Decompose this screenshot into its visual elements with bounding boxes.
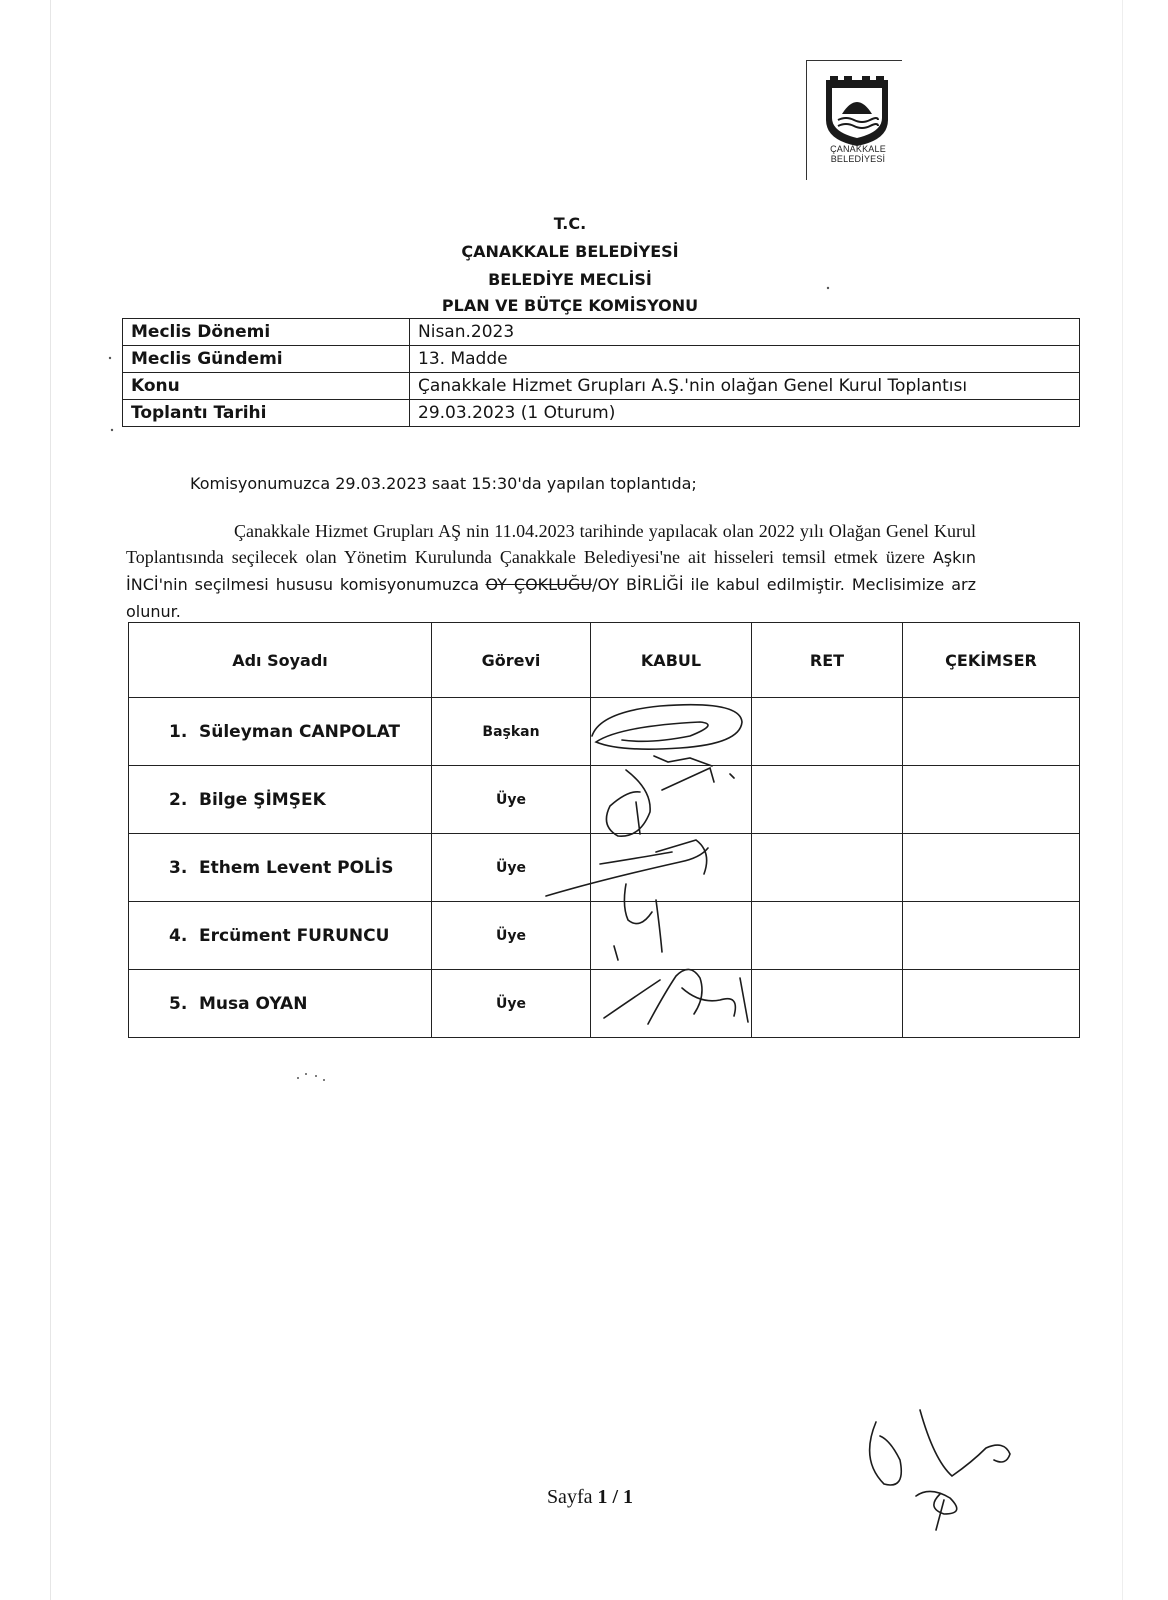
row-number: 5. (169, 993, 188, 1014)
info-label: Meclis Dönemi (123, 319, 410, 346)
info-label: Meclis Gündemi (123, 346, 410, 373)
page-footer (0, 1486, 1168, 1509)
info-value: 29.03.2023 (1 Oturum) (410, 400, 1080, 427)
column-header-name: Adı Soyadı (129, 623, 432, 698)
row-number: 2. (169, 789, 188, 810)
abstain-cell (903, 970, 1080, 1038)
accept-cell (591, 766, 752, 834)
scan-speck (323, 1079, 325, 1081)
info-row (123, 373, 1080, 400)
reject-cell (752, 698, 903, 766)
info-label: Toplantı Tarihi (123, 400, 410, 427)
paraph (870, 1410, 1010, 1530)
member-role: Başkan (432, 698, 591, 766)
paragraph-part: Aşkın İNCİ'nin seçilmesi hususu komisyonumuzca (126, 548, 976, 594)
abstain-cell (903, 902, 1080, 970)
member-name-cell (129, 698, 432, 766)
row-number: 3. (169, 857, 188, 878)
member-role: Üye (432, 970, 591, 1038)
row-number: 4. (169, 925, 188, 946)
info-row (123, 319, 1080, 346)
member-name-cell (129, 834, 432, 902)
intro-text: Komisyonumuzca 29.03.2023 saat 15:30'da yapılan toplantıda; (190, 474, 697, 493)
reject-cell (752, 970, 903, 1038)
members-vote-table (128, 622, 1080, 1038)
column-header-reject: RET (752, 623, 903, 698)
member-name: Süleyman CANPOLAT (199, 721, 401, 742)
logo-text-line: ÇANAKKALE (830, 144, 886, 154)
reject-cell (752, 902, 903, 970)
reject-cell (752, 766, 903, 834)
paragraph-part: /OY BİRLİĞİ ile kabul edilmiştir. Meclisimize arz olunur. (126, 575, 977, 621)
member-name-cell (129, 970, 432, 1038)
member-name: Ercüment FURUNCU (199, 925, 390, 946)
abstain-cell (903, 766, 1080, 834)
scan-edge (1122, 0, 1123, 1600)
member-role: Üye (432, 902, 591, 970)
abstain-cell (903, 698, 1080, 766)
table-row (129, 970, 1080, 1038)
member-name: Bilge ŞİMŞEK (199, 789, 326, 810)
header-commission: PLAN VE BÜTÇE KOMİSYONU (441, 296, 699, 315)
member-name-cell (129, 766, 432, 834)
logo-text-line: BELEDİYESİ (830, 154, 886, 164)
scan-speck (109, 357, 111, 359)
header-municipality: ÇANAKKALE BELEDİYESİ (461, 242, 679, 261)
member-role: Üye (432, 766, 591, 834)
page-label: Sayfa (546, 1486, 593, 1508)
info-label: Konu (123, 373, 410, 400)
table-row (129, 698, 1080, 766)
decision-paragraph (126, 518, 976, 625)
page-number: 1 / 1 (597, 1486, 634, 1508)
scan-speck (111, 429, 113, 431)
table-row (129, 766, 1080, 834)
castle-ship-emblem-icon (820, 70, 894, 150)
scan-edge (50, 0, 51, 1600)
accept-cell (591, 970, 752, 1038)
paragraph-part: Çanakkale Hizmet Grupları AŞ nin 11.04.2023 tarihinde yapılacak olan 2022 yılı Olağan Genel Kurul Toplantısında seçilecek olan Yönetim Kurulunda Çanakkale Belediyesi'ne ait hisseleri temsil etmek üzere (126, 521, 976, 567)
scan-speck (297, 1077, 299, 1079)
accept-cell (591, 698, 752, 766)
accept-cell (591, 834, 752, 902)
meeting-info-table (122, 318, 1080, 427)
abstain-cell (903, 834, 1080, 902)
municipality-logo (806, 60, 902, 180)
reject-cell (752, 834, 903, 902)
info-value: Çanakkale Hizmet Grupları A.Ş.'nin olağan Genel Kurul Toplantısı (410, 373, 1080, 400)
header-tc: T.C. (553, 214, 587, 233)
info-row (123, 400, 1080, 427)
info-row (123, 346, 1080, 373)
accept-cell (591, 902, 752, 970)
member-name: Musa OYAN (199, 993, 308, 1014)
struck-option: OY ÇOKLUĞU (485, 575, 593, 594)
info-value: Nisan.2023 (410, 319, 1080, 346)
row-number: 1. (169, 721, 188, 742)
member-name: Ethem Levent POLİS (199, 857, 394, 878)
scan-speck (315, 1075, 317, 1077)
column-header-role: Görevi (432, 623, 591, 698)
table-row (129, 902, 1080, 970)
column-header-abstain: ÇEKİMSER (903, 623, 1080, 698)
header-council: BELEDİYE MECLİSİ (488, 270, 652, 289)
table-header-row (129, 623, 1080, 698)
column-header-accept: KABUL (591, 623, 752, 698)
scan-speck (305, 1073, 307, 1075)
member-name-cell (129, 902, 432, 970)
table-row (129, 834, 1080, 902)
info-value: 13. Madde (410, 346, 1080, 373)
member-role: Üye (432, 834, 591, 902)
